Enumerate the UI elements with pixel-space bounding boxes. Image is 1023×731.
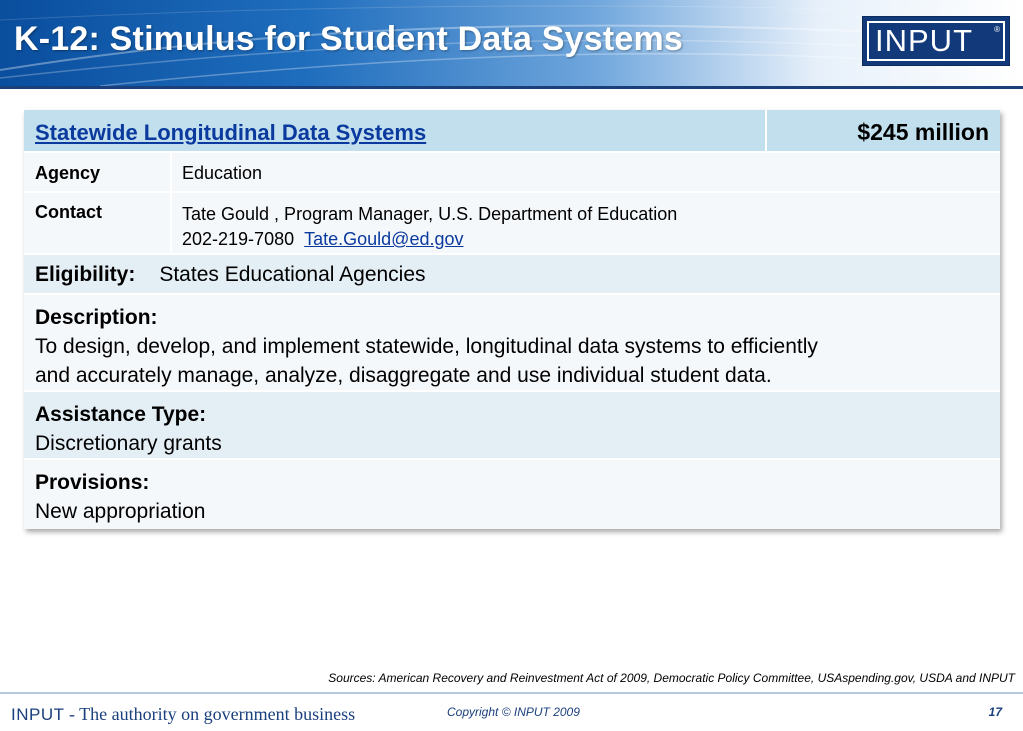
program-name-cell [24, 110, 767, 151]
footer-divider [0, 692, 1023, 694]
agency-value: Education [182, 163, 263, 183]
eligibility-row [24, 255, 1000, 295]
sources-note: Sources: American Recovery and Reinvestment Act of 2009, Democratic Policy Committee, USAspending.gov, USDA and INPUT [328, 671, 1015, 685]
contact-email-link[interactable]: Tate.Gould@ed.gov [304, 229, 464, 249]
brand-name: INPUT [11, 705, 65, 724]
footer-brand [11, 704, 355, 725]
input-logo [862, 16, 1010, 66]
agency-label: Agency [24, 153, 172, 191]
provisions-row [24, 460, 1000, 529]
brand-tagline: - The authority on government business [64, 704, 356, 724]
contact-row [24, 193, 1000, 255]
contact-details [182, 227, 1000, 252]
funding-amount: $245 million [857, 119, 989, 145]
program-table [24, 110, 1000, 529]
description-label: Description: [35, 306, 158, 329]
copyright-text: Copyright © INPUT 2009 [447, 705, 580, 719]
table-header-row [24, 110, 1000, 153]
provisions-value: New appropriation [35, 500, 206, 523]
program-name-link[interactable]: Statewide Longitudinal Data Systems [35, 120, 427, 145]
page-number: 17 [988, 705, 1002, 719]
eligibility-value: States Educational Agencies [159, 263, 426, 286]
assistance-type-row [24, 392, 1000, 460]
contact-label: Contact [24, 193, 172, 253]
provisions-label: Provisions: [35, 471, 150, 494]
agency-row [24, 153, 1000, 193]
contact-value [172, 193, 1000, 253]
description-line-2: and accurately manage, analyze, disaggregate and use individual student data. [35, 364, 772, 387]
eligibility-label: Eligibility: [35, 263, 136, 286]
assistance-type-value: Discretionary grants [35, 432, 222, 455]
contact-name: Tate Gould , Program Manager, U.S. Department of Education [182, 204, 678, 224]
title-banner [0, 0, 1023, 86]
page-title: K-12: Stimulus for Student Data Systems [14, 20, 684, 58]
description-row [24, 295, 1000, 392]
contact-phone: 202-219-7080 [182, 229, 295, 249]
registered-mark: ® [994, 25, 1000, 34]
logo-wordmark: INPUT [875, 23, 973, 58]
header-divider [0, 86, 1023, 89]
description-line-1: To design, develop, and implement statewide, longitudinal data systems to efficiently [35, 335, 818, 358]
assistance-type-label: Assistance Type: [35, 403, 207, 426]
